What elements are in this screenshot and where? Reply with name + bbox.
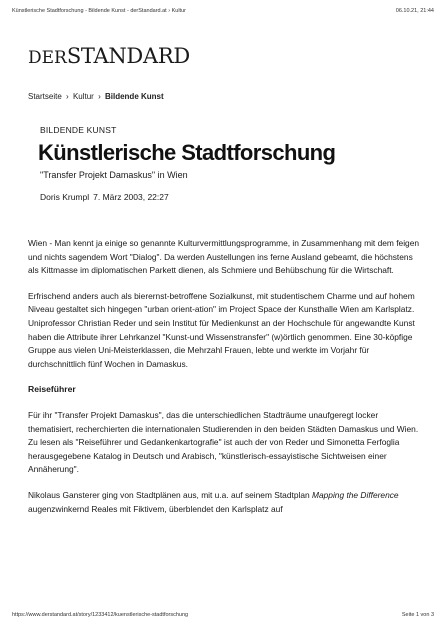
- print-header: [12, 8, 434, 18]
- article-paragraph: Für ihr "Transfer Projekt Damaskus", das die unterschiedlichen Stadträume unaufgeregt locker thematisiert, recherchierten die internationalen Studierenden in den beiden Städten Damaskus und Wien. Zu lesen als "Reiseführer und Gedankenkartografie" ist auch der von Reder und Simonetta Ferfoglia herausgegebene Katalog in Deutsch und Arabisch, "künstlerisch-essayistische Sichtweisen einer Annäherung".: [28, 409, 419, 475]
- breadcrumb-current: Bildende Kunst: [104, 92, 164, 101]
- breadcrumb: [28, 92, 164, 101]
- print-footer-page: Seite 1 von 3: [401, 612, 434, 618]
- artwork-title: Mapping the Difference: [312, 489, 399, 500]
- section-heading: Reiseführer: [28, 384, 76, 395]
- article-paragraph: Erfrischend anders auch als bierernst-betroffene Sozialkunst, mit studentischem Charme und auf hohem Niveau gestaltet sich hingegen "urban orient-ation" im Project Space der Kunsthalle Wien am Karlsplatz. Uniprofessor Christian Reder und sein Institut für Medienkunst an der Hochschule für angewandte Kunst haben die Attribute ihrer Lehrkanzel "Kunst-und Wissenstransfer" (w)örtlich genommen. Eine 30-köpfige Gruppe aus vielen Uni-Meisterklassen, die Mehrzahl Frauen, lebte und werkte im Vorjahr für durchschnittlich fünf Wochen in Damaskus.: [28, 290, 415, 369]
- print-footer: [12, 612, 434, 622]
- article-paragraph: [28, 489, 424, 516]
- paragraph-text: Nikolaus Gansterer ging von Stadtplänen aus, mit u.a. auf seinem Stadtplan: [28, 489, 312, 500]
- print-footer-url: https://www.derstandard.at/story/1233412/kuenstlerische-stadtforschung: [12, 612, 189, 618]
- breadcrumb-home-link[interactable]: Startseite: [28, 92, 62, 101]
- breadcrumb-kultur-link[interactable]: Kultur: [72, 92, 94, 101]
- logo-name: STANDARD: [66, 44, 190, 68]
- article-subtitle: "Transfer Projekt Damaskus" in Wien: [40, 170, 188, 180]
- print-header-datetime: 06.10.21, 21:44: [395, 8, 434, 14]
- breadcrumb-separator: ›: [98, 92, 101, 101]
- article-body: [28, 237, 424, 528]
- paragraph-text: augenzwinkernd Reales mit Fiktivem, überblendet den Karlsplatz auf: [28, 503, 283, 514]
- article-byline: [40, 192, 169, 202]
- article-paragraph: Wien - Man kennt ja einige so genannte Kulturvermittlungsprogramme, in Zusammenhang mit dem feigen und nichts sagendem Wort "Dialog". Da werden Austellungen ins ferne Ausland gebeamt, die höchstens als Kittmasse im diplomatischen Parkett dienen, als Schmiere und Behübschung für die Wirtschaft.: [28, 238, 420, 276]
- article-title: Künstlerische Stadtforschung: [38, 140, 336, 165]
- article-author: Doris Krumpl: [40, 192, 90, 202]
- logo-prefix: DER: [28, 48, 67, 68]
- print-header-title: Künstlerische Stadtforschung - Bildende Kunst - derStandard.at › Kultur: [12, 8, 186, 14]
- site-logo[interactable]: [28, 44, 190, 68]
- article-date: 7. März 2003, 22:27: [93, 192, 169, 202]
- article-kicker: BILDENDE KUNST: [40, 125, 117, 135]
- breadcrumb-separator: ›: [66, 92, 69, 101]
